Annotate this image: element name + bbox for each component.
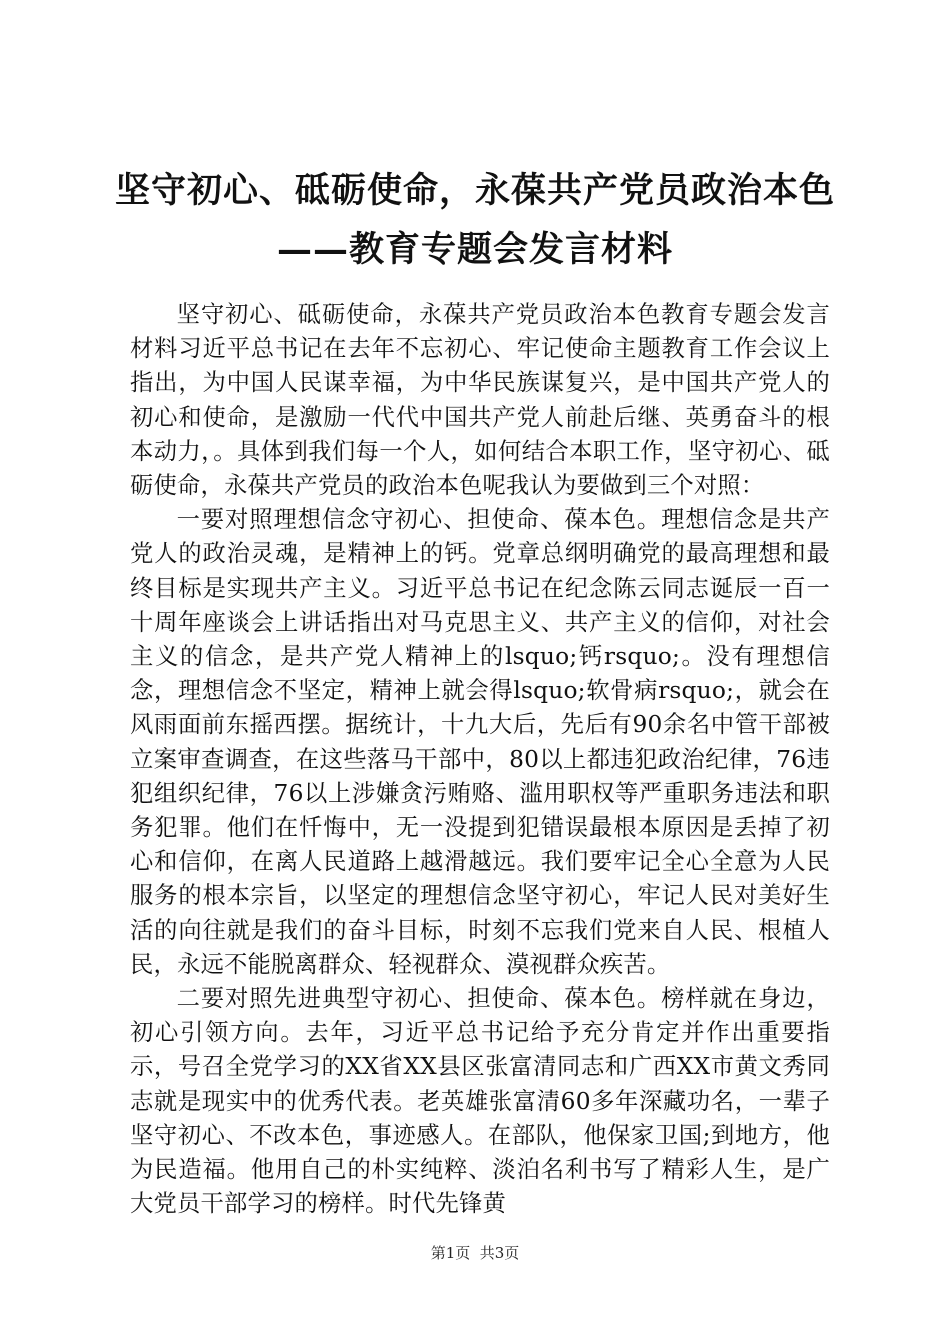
paragraph-intro: 坚守初心、砥砺使命，永葆共产党员政治本色教育专题会发言材料习近平总书记在去年不忘初心、牢记使命主题教育工作会议上指出，为中国人民谋幸福，为中华民族谋复兴，是中国共产党人的初心和使命，是激励一代代中国共产党人前赴后继、英勇奋斗的根本动力，。具体到我们每一个人，如何结合本职工作，坚守初心、砥砺使命，永葆共产党员的政治本色呢我认为要做到三个对照： bbox=[130, 301, 830, 500]
title-line-2: ——教育专题会发言材料 bbox=[276, 229, 673, 270]
page-number-footer: 第1页 共3页 bbox=[430, 1244, 520, 1262]
paragraph-ideals: 一要对照理想信念守初心、担使命、葆本色。理想信念是共产党人的政治灵魂，是精神上的钙。党章总纲明确党的最高理想和最终目标是实现共产主义。习近平总书记在纪念陈云同志诞辰一百一十周年座谈会上讲话指出对马克思主义、共产主义的信仰，对社会主义的信念，是共产党人精神上的lsquo;钙rsquo;。没有理想信念，理想信念不坚定，精神上就会得lsquo;软骨病rsquo;，就会在风雨面前东摇西摆。据统计，十九大后，先后有90余名中管干部被立案审查调查，在这些落马干部中，80以上都违犯政治纪律，76违犯组织纪律，76以上涉嫌贪污贿赂、滥用职权等严重职务违法和职务犯罪。他们在忏悔中，无一没提到犯错误最根本原因是丢掉了初心和信仰，在离人民道路上越滑越远。我们要牢记全心全意为人民服务的根本宗旨，以坚定的理想信念坚守初心，牢记人民对美好生活的向往就是我们的奋斗目标，时刻不忘我们党来自人民、根植人民，永远不能脱离群众、轻视群众、漠视群众疾苦。 bbox=[130, 506, 830, 978]
title-line-1: 坚守初心、砥砺使命，永葆共产党员政治本色 bbox=[114, 170, 835, 211]
paragraph-models: 二要对照先进典型守初心、担使命、葆本色。榜样就在身边，初心引领方向。去年，习近平总书记给予充分肯定并作出重要指示，号召全党学习的XX省XX县区张富清同志和广西XX市黄文秀同志就是现实中的优秀代表。老英雄张富清60多年深藏功名，一辈子坚守初心、不改本色，事迹感人。在部队，他保家卫国;到地方，他为民造福。他用自己的朴实纯粹、淡泊名利书写了精彩人生，是广大党员干部学习的榜样。时代先锋黄 bbox=[130, 985, 830, 1218]
document-body bbox=[130, 298, 830, 1221]
